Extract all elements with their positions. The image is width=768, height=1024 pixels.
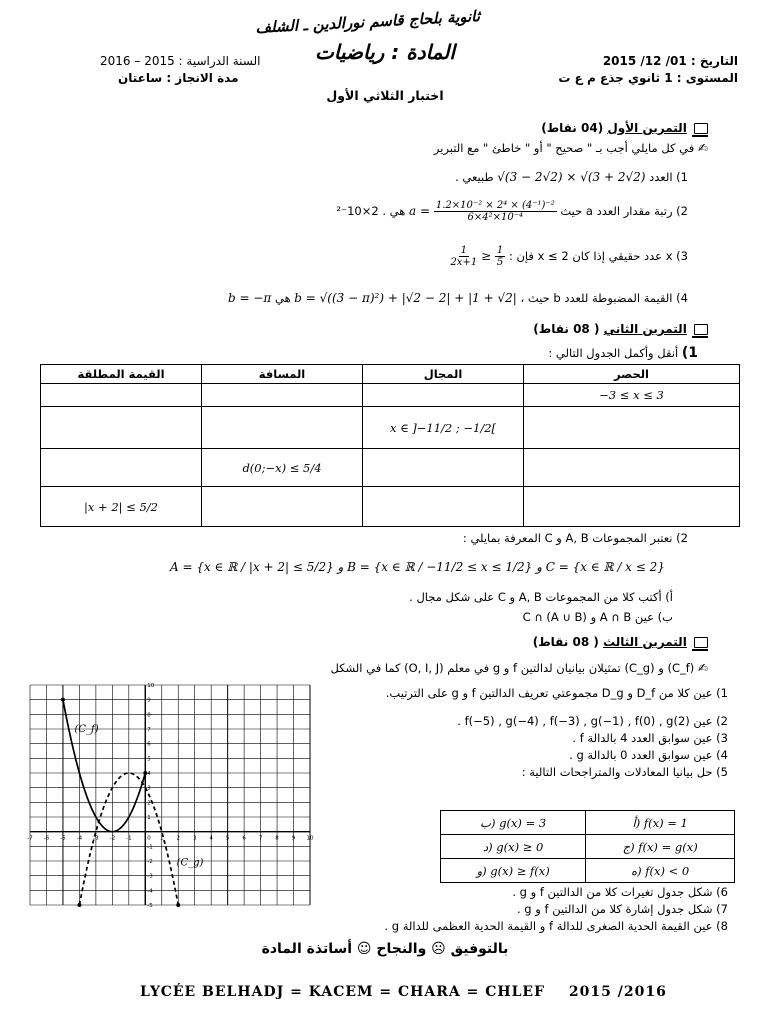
cell [524,407,740,449]
cell [202,384,363,407]
ex3-item-4: 4) عين سوابق العدد 0 بالدالة g . [569,748,728,762]
level-line: المستوى : 1 ثانوي جذع م ع ت [558,71,738,85]
wishes [180,941,590,957]
ex2-title-text: التمرين الثاني [603,322,687,336]
y-tick-label: -1 [147,844,153,851]
ex3-points: ( 08 نقاط) [532,635,599,649]
x-tick-label: 2 [176,835,180,842]
ex1-title [541,121,708,135]
q2-num: 2) [676,204,688,218]
ex3-item-6: 6) شكل جدول تغيرات كلا من الدالتين f و g . [512,885,728,899]
ex3-item-2: 2) عين f(−5) , g(−4) , f(−3) , g(−1) , f(0) , g(2) . [457,714,728,728]
x-tick-label: -5 [60,835,66,842]
q1-text-a: العدد [649,170,673,184]
y-tick-label: 9 [147,697,151,704]
cf-endpoint [61,698,65,702]
cg-endpoint [77,903,81,907]
q2-lhs: a = [408,204,431,218]
school-name: ثانوية بلحاج قاسم نورالدين ـ الشلف [254,7,481,37]
x-tick-label: 9 [291,835,296,842]
pencil-icon: ✍ [697,141,708,155]
q2-text-c: . 2×10⁻² [336,204,387,218]
q3-math [450,245,505,268]
ex3-questions-2 [308,885,728,933]
year-line: السنة الدراسية : 2015 – 2016 [100,54,261,68]
ex2-q1-text: أنقل وأكمل الجدول التالي : [548,346,679,360]
ex2-title [533,322,708,336]
x-tick-label: 8 [275,835,279,842]
cf-endpoint [143,771,147,775]
y-tick-label: 10 [147,683,155,689]
q1-math: √(3 − 2√2) × √(3 + 2√2) [497,170,646,184]
cell [363,449,524,487]
ex2-q1-num: 1) [681,345,698,361]
y-tick-label: 1 [147,815,151,821]
laptop-icon [694,637,708,648]
col-distance: المسافة [202,365,363,384]
cg-label: (C_g) [176,857,204,869]
subject-value: رياضيات [315,40,385,64]
y-tick-label: 4 [147,771,151,777]
q4-text-b: هي [274,291,291,305]
cf-label: (C_f) [74,723,99,735]
x-tick-label: 7 [258,835,263,842]
pencil-icon: ✍ [697,661,708,675]
q3-l-num: 1 [460,245,467,256]
y-tick-label: -2 [147,859,153,865]
y-tick-label: 3 [147,785,151,792]
ineq-b: ب) g(x) = 3 [441,811,586,835]
x-tick-label: 6 [242,835,246,842]
x-tick-label: 3 [192,835,197,842]
col-abs: القيمة المطلقة [41,365,202,384]
footer-year: 2015 /2016 [568,984,667,1000]
y-tick-label: 7 [147,727,151,733]
ineq-c: ج) f(x) = g(x) [586,835,735,859]
subject-label-text: المادة : [391,40,455,64]
ex2-qb: ب) عين A ∩ B و (A ∪ B) ∩ C [522,610,673,624]
y-tick-label: 5 [147,756,151,763]
row2-interval: x ∈ ]−11/2 ; −1/2[ [363,407,524,449]
ex2-points: ( 08 نقاط) [533,322,600,336]
q1-text-b: طبيعي . [455,170,494,184]
ex3-item-8: 8) عين القيمة الحدية الصغرى للدالة f و القيمة الحدية العظمى للدالة g . [384,919,728,933]
ex1-q2 [336,200,688,223]
curve-cf [63,700,145,832]
cell [363,384,524,407]
q4-text-a: القيمة المضبوطة للعدد b حيث ، [520,291,673,305]
cell [41,407,202,449]
cell [202,407,363,449]
ex2-sets: C = {x ∈ ℝ / x ≤ 2} و B = {x ∈ ℝ / −11/2 ≤ x ≤ 1/2} و A = {x ∈ ℝ / |x + 2| ≤ 5/2} [170,560,665,574]
cell [41,384,202,407]
q2-math [409,200,557,223]
y-tick-label: 6 [147,741,151,748]
date-line: التاريخ : 01/ 12/ 2015 [602,54,738,68]
x-tick-label: -7 [27,835,33,842]
cell [524,449,740,487]
cell [363,487,524,527]
ineq-a: أ) f(x) = 1 [586,811,735,835]
ex3-item-7: 7) شكل جدول إشارة كلا من الدالتين f و g . [516,902,728,916]
ex3-intro [330,661,708,675]
wishes-text: بالتوفيق ☹ والنجاح ☺ أساتذة المادة [261,941,509,957]
ex2-qa: أ) أكتب كلا من المجموعات A, B و C على شكل مجال . [409,590,673,604]
ex3-intro-text: (C_f) و (C_g) تمثيلان بيانيان لدالتين f و g في معلم (O, I, J) كما في الشكل [330,661,695,675]
q3-ge: ≥ [481,249,492,263]
ex3-item-1: 1) عين كلا من D_f و D_g مجموعتي تعريف الدالتين f و g على الترتيب. [385,686,728,700]
q2-text-b: هي [389,204,406,218]
cell [202,487,363,527]
y-tick-label: -4 [147,888,153,895]
ex3-questions [308,686,728,779]
ex2-table [40,364,740,527]
laptop-icon [694,324,708,335]
ex1-points: (04 نقاط) [541,121,604,135]
q2-numerator: 1.2×10⁻² × 2⁴ × (4⁻¹)⁻² [435,200,555,211]
col-bound: الحصر [524,365,740,384]
q4-num: 4) [676,291,688,305]
q4-text-c: b = −π [228,291,272,305]
ineq-d: د) g(x) ≥ 0 [441,835,586,859]
cell [41,449,202,487]
function-graph [27,683,314,909]
y-tick-label: 8 [147,712,151,719]
ex2-q2-num: 2) [676,531,688,545]
q3-text: x عدد حقيقي إذا كان 2 ≥ x فإن : [508,249,673,263]
ex3-title [533,635,708,649]
row3-distance: d(0;−x) ≤ 5/4 [202,449,363,487]
x-tick-label: 5 [225,835,230,842]
ineq-f: و) g(x) ≥ f(x) [441,859,586,883]
ex1-intro [434,141,708,155]
q2-denominator: 6×4²×10⁻⁴ [467,212,524,223]
x-tick-label: -6 [43,835,50,842]
ex3-ineq-table [440,810,735,883]
duration-line: مدة الانجاز : ساعتان [118,71,239,85]
laptop-icon [694,123,708,134]
ex1-title-text: التمرين الأول [607,121,687,135]
q3-num: 3) [676,249,688,263]
ex2-q1 [548,345,698,361]
x-tick-label: -4 [76,835,83,842]
ineq-e: ه) f(x) < 0 [586,859,735,883]
ex1-q4 [228,291,688,305]
row1-bound: −3 ≤ x ≤ 3 [524,384,740,407]
x-tick-label: -3 [93,835,99,842]
cg-endpoint [176,903,180,907]
q2-text-a: رتبة مقدار العدد a حيث [560,204,673,218]
footer-school: LYCÉE BELHADJ = KACEM = CHARA = CHLEF [140,984,546,1000]
ex2-q2-text: نعتبر المجموعات A, B و C المعرفة بمايلي : [462,531,673,545]
exam-title: اختبار الثلاثي الأول [326,88,444,103]
y-tick-label: 2 [147,800,151,807]
origin-label: 0 [147,835,151,842]
ex3-item-3: 3) عين سوابق العدد 4 بالدالة f . [572,731,728,745]
x-tick-label: 1 [160,835,164,842]
subject-label [290,40,480,64]
ex1-intro-text: في كل مايلي أجب بـ " صحيح " أو " خاطئ " مع التبرير [433,141,695,155]
ex3-title-text: التمرين الثالث [603,635,687,649]
x-tick-label: 10 [306,835,314,842]
x-tick-label: -2 [109,835,116,842]
row4-abs: |x + 2| ≤ 5/2 [41,487,202,527]
cell [524,487,740,527]
ex1-q1 [455,170,688,184]
x-tick-label: 4 [209,835,213,842]
q3-r-den: 5 [496,257,504,268]
ex1-q3 [450,245,688,268]
q3-l-den: 2x+1 [450,257,478,268]
col-interval: المجال [363,365,524,384]
y-tick-label: -5 [147,903,153,909]
q4-math: b = √((3 − π)²) + |√2 − 2| + |1 + √2| [294,291,517,305]
q1-num: 1) [676,170,688,184]
q3-r-num: 1 [496,245,504,256]
ex2-q2 [463,531,688,545]
ex3-item-5: 5) حل بيانيا المعادلات والمتراجحات التالية : [521,765,728,779]
footer-line [140,984,667,1000]
x-tick-label: -1 [126,835,132,842]
y-tick-label: -3 [147,873,153,880]
